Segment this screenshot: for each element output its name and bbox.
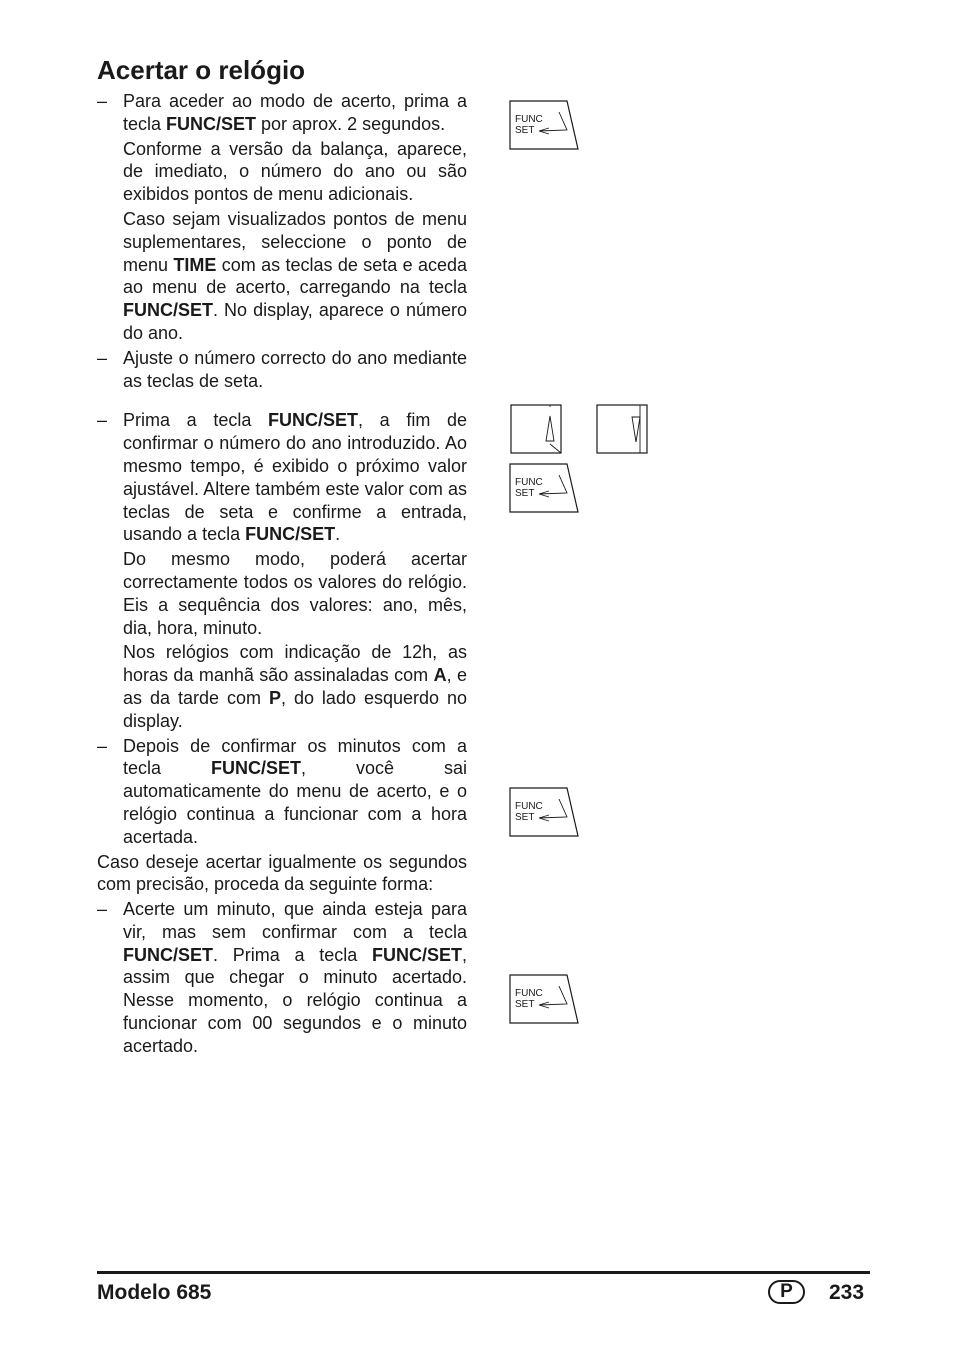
func-set-key-icon (509, 787, 579, 837)
svg-text:SET: SET (515, 488, 535, 499)
paragraph: Prima a tecla FUNC/SET, a fim de confirmar o número do ano introduzido. Ao mesmo tempo, é exibido o próximo valor ajustável. Altere também este valor com as teclas de seta e confirme a entrada, usando a tecla FUNC/SET. (123, 410, 467, 545)
list-dash: – (97, 899, 108, 920)
list-item (97, 90, 467, 345)
paragraph: Do mesmo modo, poderá acertar correctamente todos os valores do relógio. Eis a sequência dos valores: ano, mês, dia, hora, minuto. (123, 549, 467, 638)
language-badge: P (768, 1280, 805, 1304)
svg-text:FUNC: FUNC (515, 801, 543, 812)
paragraph: Caso deseje acertar igualmente os segundos com precisão, proceda da seguinte forma: (97, 851, 467, 895)
svg-text:SET: SET (515, 125, 535, 136)
svg-text:FUNC: FUNC (515, 477, 543, 488)
paragraph: Para aceder ao modo de acerto, prima a tecla FUNC/SET por aprox. 2 segundos. (123, 91, 467, 134)
paragraph: Depois de confirmar os minutos com a tecla FUNC/SET, você sai automaticamente do menu de acerto, e o relógio continua a funcionar com a hora acertada. (123, 735, 467, 847)
list-item (97, 409, 467, 732)
svg-text:FUNC: FUNC (515, 114, 543, 125)
list-item (97, 735, 467, 849)
arrow-up-key-icon (510, 404, 562, 454)
list-dash: – (97, 347, 108, 368)
page-number: 233 (829, 1281, 865, 1304)
svg-text:FUNC: FUNC (515, 988, 543, 999)
paragraph: Ajuste o número correcto do ano mediante as teclas de seta. (123, 347, 467, 391)
func-set-key-icon (509, 100, 579, 150)
list-item (97, 347, 467, 393)
func-set-key-icon (509, 463, 579, 513)
body-text (97, 90, 467, 1060)
paragraph: Nos relógios com indicação de 12h, as horas da manhã são assinaladas com A, e as da tarde com P, do lado esquerdo no display. (123, 642, 467, 731)
footer-model: Modelo 685 (97, 1281, 212, 1304)
paragraph: Caso sejam visualizados pontos de menu suplementares, seleccione o ponto de menu TIME com as teclas de seta e aceda ao menu de acerto, carregando na tecla FUNC/SET. No display, aparece o número do ano. (123, 208, 467, 343)
list-dash: – (97, 735, 108, 756)
paragraph: Acerte um minuto, que ainda esteja para vir, mas sem confirmar com a tecla FUNC/SET. Prima a tecla FUNC/SET, assim que chegar o minuto acertado. Nesse momento, o relógio continua a funcionar com 00 segundos e o minuto acertado. (123, 899, 467, 1056)
list-dash: – (97, 410, 108, 431)
arrow-down-key-icon (596, 404, 648, 454)
list-item (97, 898, 467, 1058)
page-title: Acertar o relógio (97, 55, 306, 85)
svg-text:SET: SET (515, 999, 535, 1010)
paragraph: Conforme a versão da balança, aparece, de imediato, o número do ano ou são exibidos pontos de menu adicionais. (123, 138, 467, 205)
svg-text:SET: SET (515, 812, 535, 823)
footer-rule (97, 1271, 870, 1274)
func-set-key-icon (509, 974, 579, 1024)
list-dash: – (97, 91, 108, 111)
